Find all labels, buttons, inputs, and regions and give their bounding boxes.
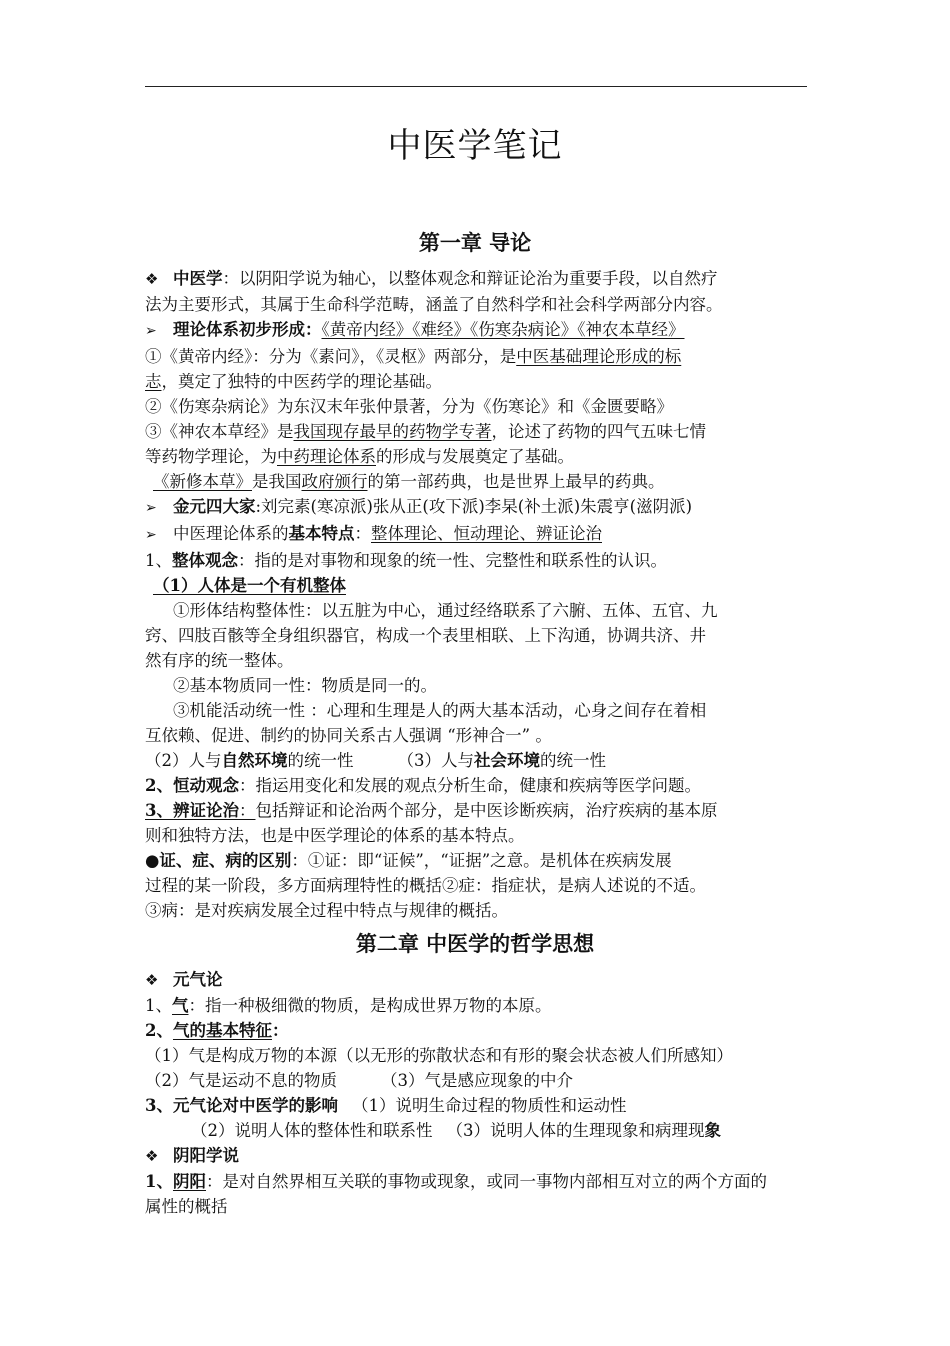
neijing-line-1: ①《黄帝内经》：分为《素问》，《灵枢》两部分，是中医基础理论形成的标 [145, 347, 682, 366]
shanghan-line: ②《伤寒杂病论》为东汉末年张仲景著，分为《伤寒论》和《金匮要略》 [145, 397, 673, 416]
shennong-line-1: ③《神农本草经》是我国现存最早的药物学专著，论述了药物的四气五味七情 [145, 422, 706, 441]
function-unity-line-2: 互依赖、促进、制约的协同关系古人强调 “形神合一” 。 [145, 726, 552, 745]
function-unity-line-1: ③机能活动统一性 ：心理和生理是人的两大基本活动，心身之间存在着相 [173, 701, 707, 720]
qi-features-heading: 2、气的基本特征： [145, 1021, 289, 1040]
arrow-bullet-icon: ➢ [145, 527, 157, 543]
yuanqi-impact-line-2: （2）说明人体的整体性和联系性 （3）说明人体的生理现象和病理现象 [191, 1121, 721, 1140]
basic-features-line: ➢ 中医理论体系的基本特点：整体理论、恒动理论、辨证论治 [145, 521, 865, 548]
qi-definition-line: 1、气：指一种极细微的物质，是构成世界万物的本原。 [145, 996, 552, 1015]
holism-line: 1、整体观念：指的是对事物和现象的统一性、完整性和联系性的认识。 [145, 551, 667, 570]
qi-feature-1: （1）气是构成万物的本源（以无形的弥散状态和有形的聚会状态被人们所感知） [145, 1046, 733, 1065]
differences-line-2: 过程的某一阶段，多方面病理特性的概括②症：指症状，是病人述说的不适。 [145, 876, 706, 895]
arrow-bullet-icon: ➢ [145, 323, 157, 339]
matter-unity-line: ②基本物质同一性：物质是同一的。 [173, 676, 437, 695]
syndrome-differentiation-line-1: 3、辨证论治：包括辩证和论治两个部分，是中医诊断疾病，治疗疾病的基本原 [145, 801, 718, 820]
chapter-2-body [145, 967, 865, 1219]
differences-line-1: ●证、症、病的区别：①证：即“证候”，“证据”之意。是机体在疾病发展 [145, 851, 672, 870]
organic-whole-heading: （1）人体是一个有机整体 [153, 576, 346, 595]
qi-feature-2-3: （2）气是运动不息的物质 （3）气是感应现象的中介 [145, 1071, 573, 1090]
document-title: 中医学笔记 [387, 126, 563, 166]
differences-line-3: ③病：是对疾病发展全过程中特点与规律的概括。 [145, 901, 508, 920]
chapter-1-heading: 第一章 导论 [418, 230, 532, 255]
dynamic-view-line: 2、恒动观念：指运用变化和发展的观点分析生命，健康和疾病等医学问题。 [145, 776, 701, 795]
diamond-bullet-icon: ❖ [145, 1147, 159, 1165]
yuanqi-heading: ❖ 元气论 [145, 967, 865, 993]
shennong-line-2: 等药物学理论，为中药理论体系的形成与发展奠定了基础。 [145, 447, 574, 466]
theory-formation-line: ➢ 理论体系初步形成：《黄帝内经》《难经》《伤寒杂病论》《神农本草经》 [145, 317, 865, 344]
tcm-definition-line-1: ❖ 中医学：以阴阳学说为轴心，以整体观念和辩证论治为重要手段，以自然疗 [145, 266, 865, 292]
yinyang-definition-line-2: 属性的概括 [145, 1197, 228, 1216]
chapter-1-body [145, 266, 865, 923]
syndrome-differentiation-line-2: 则和独特方法，也是中医学理论的体系的基本特点。 [145, 826, 525, 845]
form-structure-line-2: 窍、四肢百骸等全身组织器官，构成一个表里相联、上下沟通，协调共济、井 [145, 626, 706, 645]
dot-bullet-icon: ● [145, 851, 160, 870]
yinyang-definition-line-1: 1、阴阳：是对自然界相互关联的事物或现象，或同一事物内部相互对立的两个方面的 [145, 1172, 767, 1191]
yuanqi-impact-line-1: 3、元气论对中医学的影响 （1）说明生命过程的物质性和运动性 [145, 1096, 627, 1115]
header-rule [145, 86, 807, 87]
neijing-line-2: 志，奠定了独特的中医药学的理论基础。 [145, 372, 442, 391]
environment-unity-line: （2）人与自然环境的统一性 （3）人与社会环境的统一性 [145, 751, 606, 770]
chapter-2-heading: 第二章 中医学的哲学思想 [355, 931, 595, 956]
form-structure-line-3: 然有序的统一整体。 [145, 651, 294, 670]
form-structure-line-1: ①形体结构整体性：以五脏为中心，通过经络联系了六腑、五体、五官、九 [173, 601, 718, 620]
arrow-bullet-icon: ➢ [145, 500, 157, 516]
diamond-bullet-icon: ❖ [145, 971, 159, 989]
tcm-definition-line-2: 法为主要形式，其属于生命科学范畴，涵盖了自然科学和社会科学两部分内容。 [145, 295, 723, 314]
xinxiu-line: 《新修本草》是我国政府颁行的第一部药典，也是世界上最早的药典。 [153, 472, 665, 491]
diamond-bullet-icon: ❖ [145, 270, 159, 288]
jinyuan-line: ➢ 金元四大家:刘完素(寒凉派)张从正(攻下派)李杲(补土派)朱震亨(滋阴派) [145, 494, 865, 521]
yinyang-heading: ❖ 阴阳学说 [145, 1143, 865, 1169]
